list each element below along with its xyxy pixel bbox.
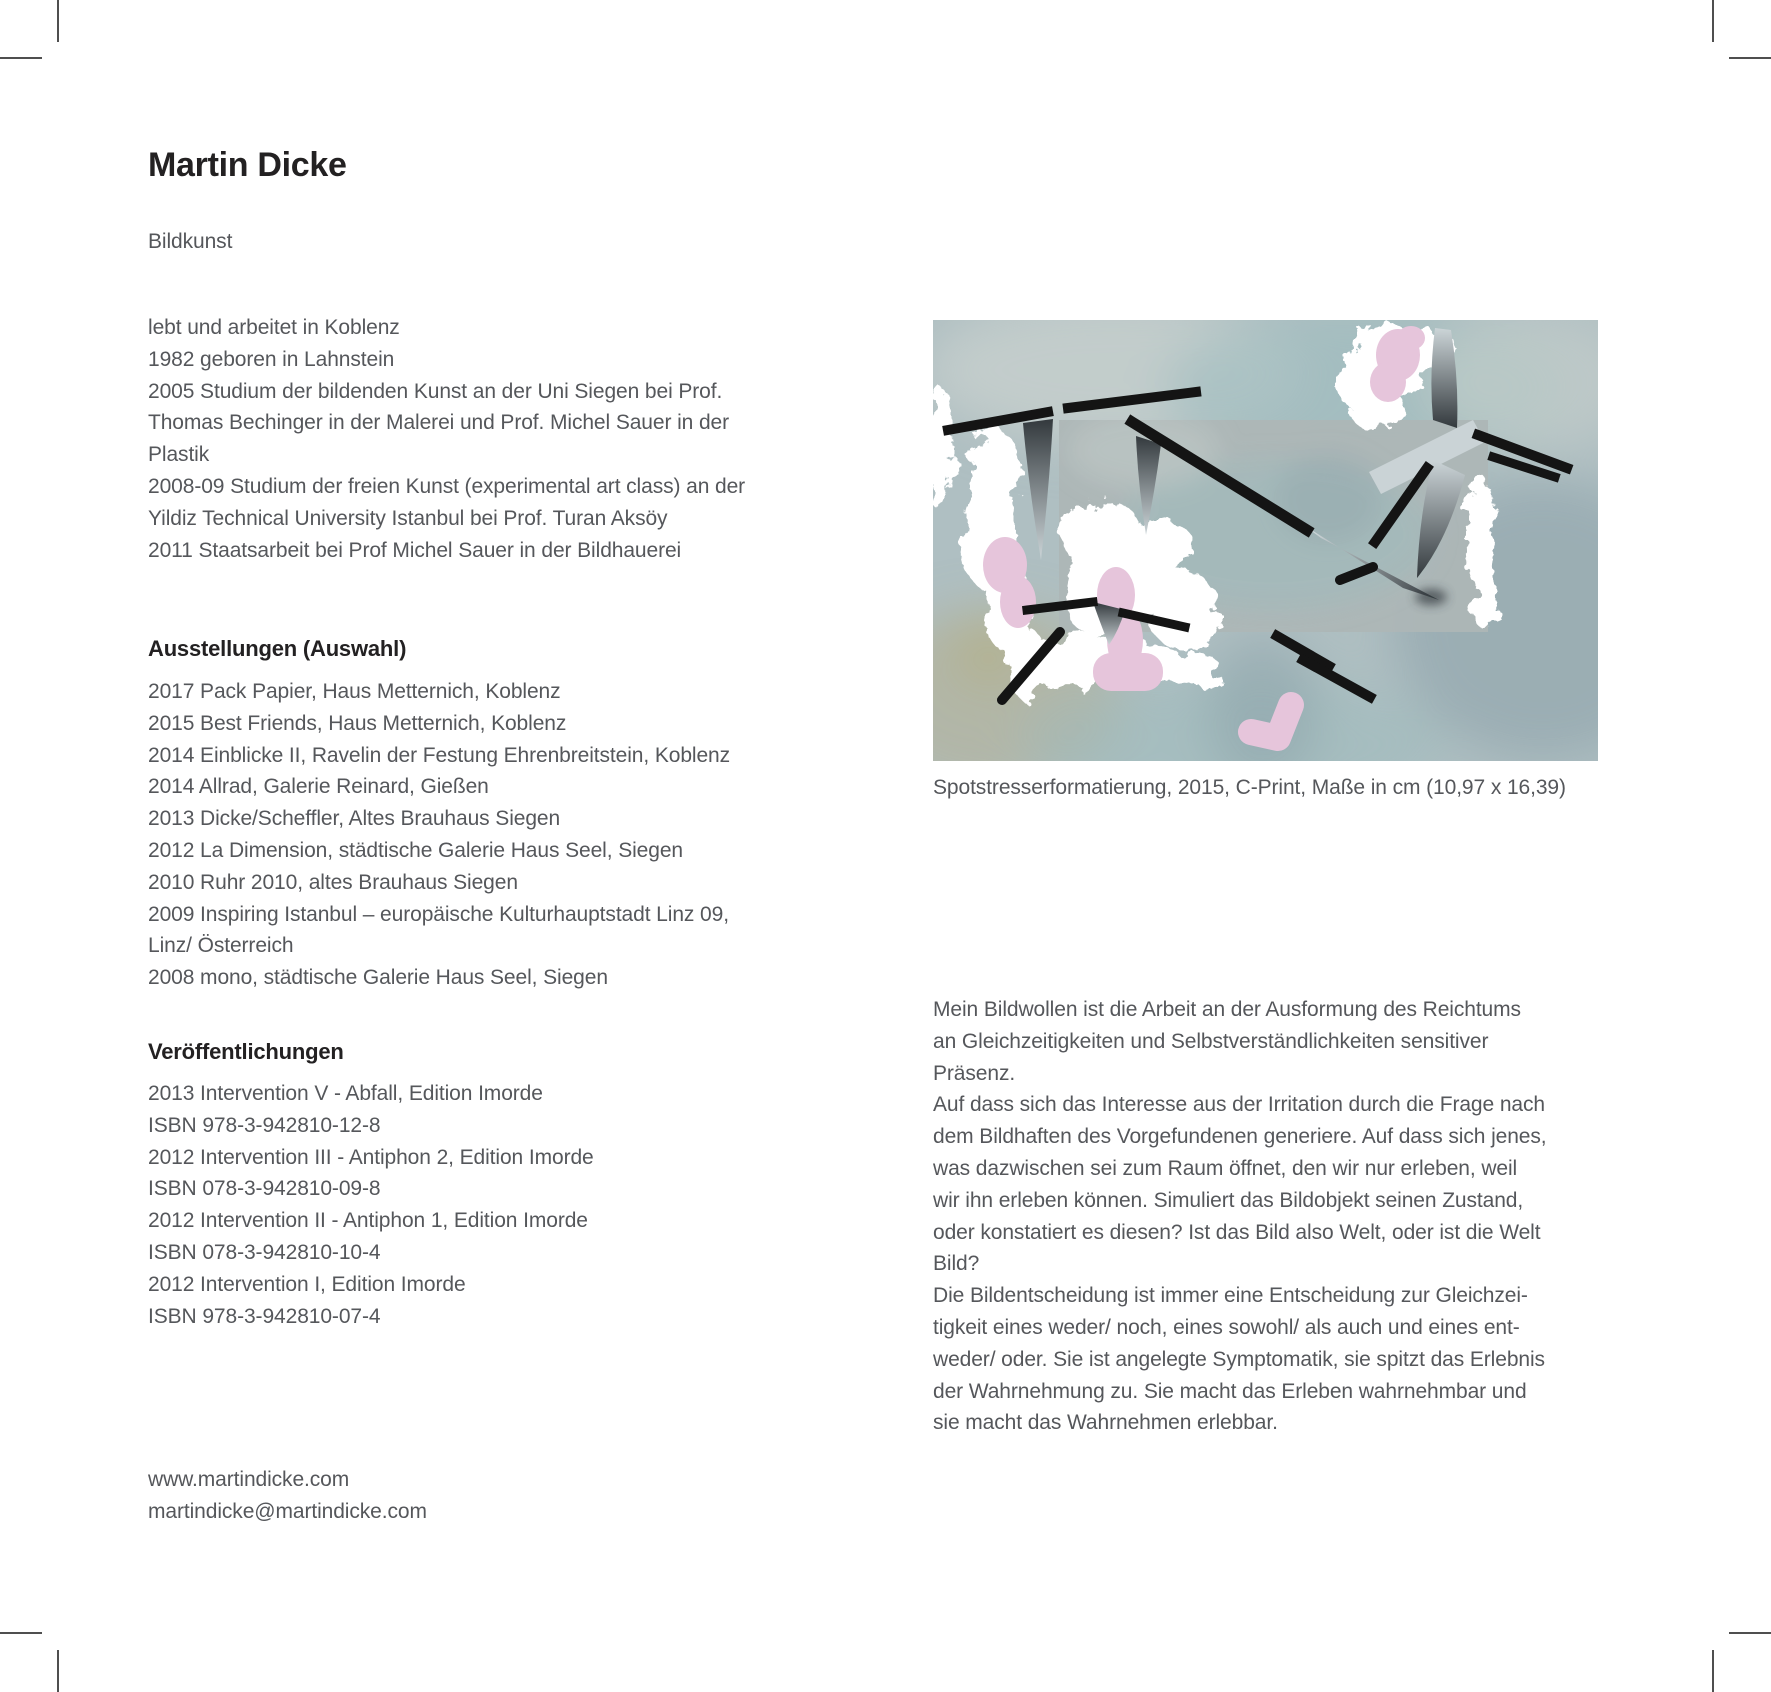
publication-item: ISBN 078-3-942810-09-8 xyxy=(148,1177,381,1201)
bio-line: 2008-09 Studium der freien Kunst (experimental art class) an der xyxy=(148,474,746,498)
crop-mark-bottom-left-horizontal xyxy=(0,1632,42,1634)
exhibition-item: 2009 Inspiring Istanbul – europäische Kulturhauptstadt Linz 09, xyxy=(148,902,729,926)
bio-line: 2011 Staatsarbeit bei Prof Michel Sauer in der Bildhauerei xyxy=(148,538,682,562)
publications-list xyxy=(148,1078,594,1332)
artwork-caption: Spotstresserformatierung, 2015, C-Print, Maße in cm (10,97 x 16,39) xyxy=(933,776,1566,799)
publication-item: 2012 Intervention III - Antiphon 2, Edition Imorde xyxy=(148,1145,594,1169)
bio-line: lebt und arbeitet in Koblenz xyxy=(148,316,400,339)
artwork-canvas xyxy=(933,320,1598,761)
exhibition-item: 2015 Best Friends, Haus Metternich, Koblenz xyxy=(148,711,567,735)
exhibition-item: 2012 La Dimension, städtische Galerie Haus Seel, Siegen xyxy=(148,838,683,862)
exhibition-item: 2008 mono, städtische Galerie Haus Seel, Siegen xyxy=(148,966,608,990)
crop-mark-bottom-right-vertical xyxy=(1712,1650,1714,1692)
publication-item: ISBN 078-3-942810-10-4 xyxy=(148,1240,381,1264)
exhibitions-heading: Ausstellungen (Auswahl) xyxy=(148,636,407,661)
website-link[interactable]: www.martindicke.com xyxy=(148,1468,350,1491)
exhibitions-list xyxy=(148,676,730,994)
bio-line: Plastik xyxy=(148,443,210,467)
statement-line: wir ihn erleben können. Simuliert das Bildobjekt seinen Zustand, xyxy=(933,1188,1524,1212)
bio-line: Yildiz Technical University Istanbul bei Prof. Turan Aksöy xyxy=(148,506,668,530)
crop-mark-top-left-vertical xyxy=(57,0,59,42)
exhibition-item: 2013 Dicke/Scheffler, Altes Brauhaus Siegen xyxy=(148,807,561,831)
exhibition-item: 2014 Allrad, Galerie Reinard, Gießen xyxy=(148,775,489,799)
page-title: Martin Dicke xyxy=(148,146,347,184)
contact-block xyxy=(148,1464,427,1528)
artist-statement xyxy=(933,994,1547,1439)
crop-mark-top-right-horizontal xyxy=(1729,57,1771,59)
statement-line: tigkeit eines weder/ noch, eines sowohl/ als auch und eines ent- xyxy=(933,1315,1520,1339)
publications-heading: Veröffentlichungen xyxy=(148,1039,344,1064)
publication-item: 2012 Intervention II - Antiphon 1, Edition Imorde xyxy=(148,1209,588,1233)
crop-mark-bottom-right-horizontal xyxy=(1729,1632,1771,1634)
bio-line: Thomas Bechinger in der Malerei und Prof. Michel Sauer in der xyxy=(148,411,730,435)
statement-line: oder konstatiert es diesen? Ist das Bild also Welt, oder ist die Welt xyxy=(933,1220,1541,1244)
email-link[interactable]: martindicke@martindicke.com xyxy=(148,1499,427,1523)
publication-item: 2013 Intervention V - Abfall, Edition Imorde xyxy=(148,1082,543,1105)
crop-mark-bottom-left-vertical xyxy=(57,1650,59,1692)
statement-line: an Gleichzeitigkeiten und Selbstverständlichkeiten sensitiver xyxy=(933,1029,1489,1053)
crop-mark-top-right-vertical xyxy=(1712,0,1714,42)
exhibition-item: 2014 Einblicke II, Ravelin der Festung Ehrenbreitstein, Koblenz xyxy=(148,743,731,767)
statement-line: Präsenz. xyxy=(933,1061,1016,1085)
bio-line: 1982 geboren in Lahnstein xyxy=(148,347,395,371)
bio-line: 2005 Studium der bildenden Kunst an der Uni Siegen bei Prof. xyxy=(148,379,723,403)
exhibition-item: 2017 Pack Papier, Haus Metternich, Koblenz xyxy=(148,680,561,703)
artwork-image xyxy=(933,320,1598,761)
publication-item: ISBN 978-3-942810-07-4 xyxy=(148,1304,381,1328)
statement-line: weder/ oder. Sie ist angelegte Symptomatik, sie spitzt das Erlebnis xyxy=(933,1347,1545,1371)
statement-line: Auf dass sich das Interesse aus der Irritation durch die Frage nach xyxy=(933,1093,1545,1117)
bio-list xyxy=(148,312,745,566)
statement-line: was dazwischen sei zum Raum öffnet, den wir nur erleben, weil xyxy=(933,1156,1518,1180)
publication-item: ISBN 978-3-942810-12-8 xyxy=(148,1113,381,1137)
exhibition-item: Linz/ Österreich xyxy=(148,934,294,958)
subtitle: Bildkunst xyxy=(148,230,233,253)
statement-line: der Wahrnehmung zu. Sie macht das Erleben wahrnehmbar und xyxy=(933,1379,1527,1403)
publication-item: 2012 Intervention I, Edition Imorde xyxy=(148,1272,466,1296)
statement-line: Mein Bildwollen ist die Arbeit an der Ausformung des Reichtums xyxy=(933,998,1521,1021)
crop-mark-top-left-horizontal xyxy=(0,57,42,59)
statement-line: sie macht das Wahrnehmen erlebbar. xyxy=(933,1411,1278,1435)
statement-line: dem Bildhaften des Vorgefundenen generiere. Auf dass sich jenes, xyxy=(933,1125,1547,1149)
statement-line: Die Bildentscheidung ist immer eine Entscheidung zur Gleichzei- xyxy=(933,1284,1528,1308)
statement-line: Bild? xyxy=(933,1252,980,1276)
exhibition-item: 2010 Ruhr 2010, altes Brauhaus Siegen xyxy=(148,870,518,894)
